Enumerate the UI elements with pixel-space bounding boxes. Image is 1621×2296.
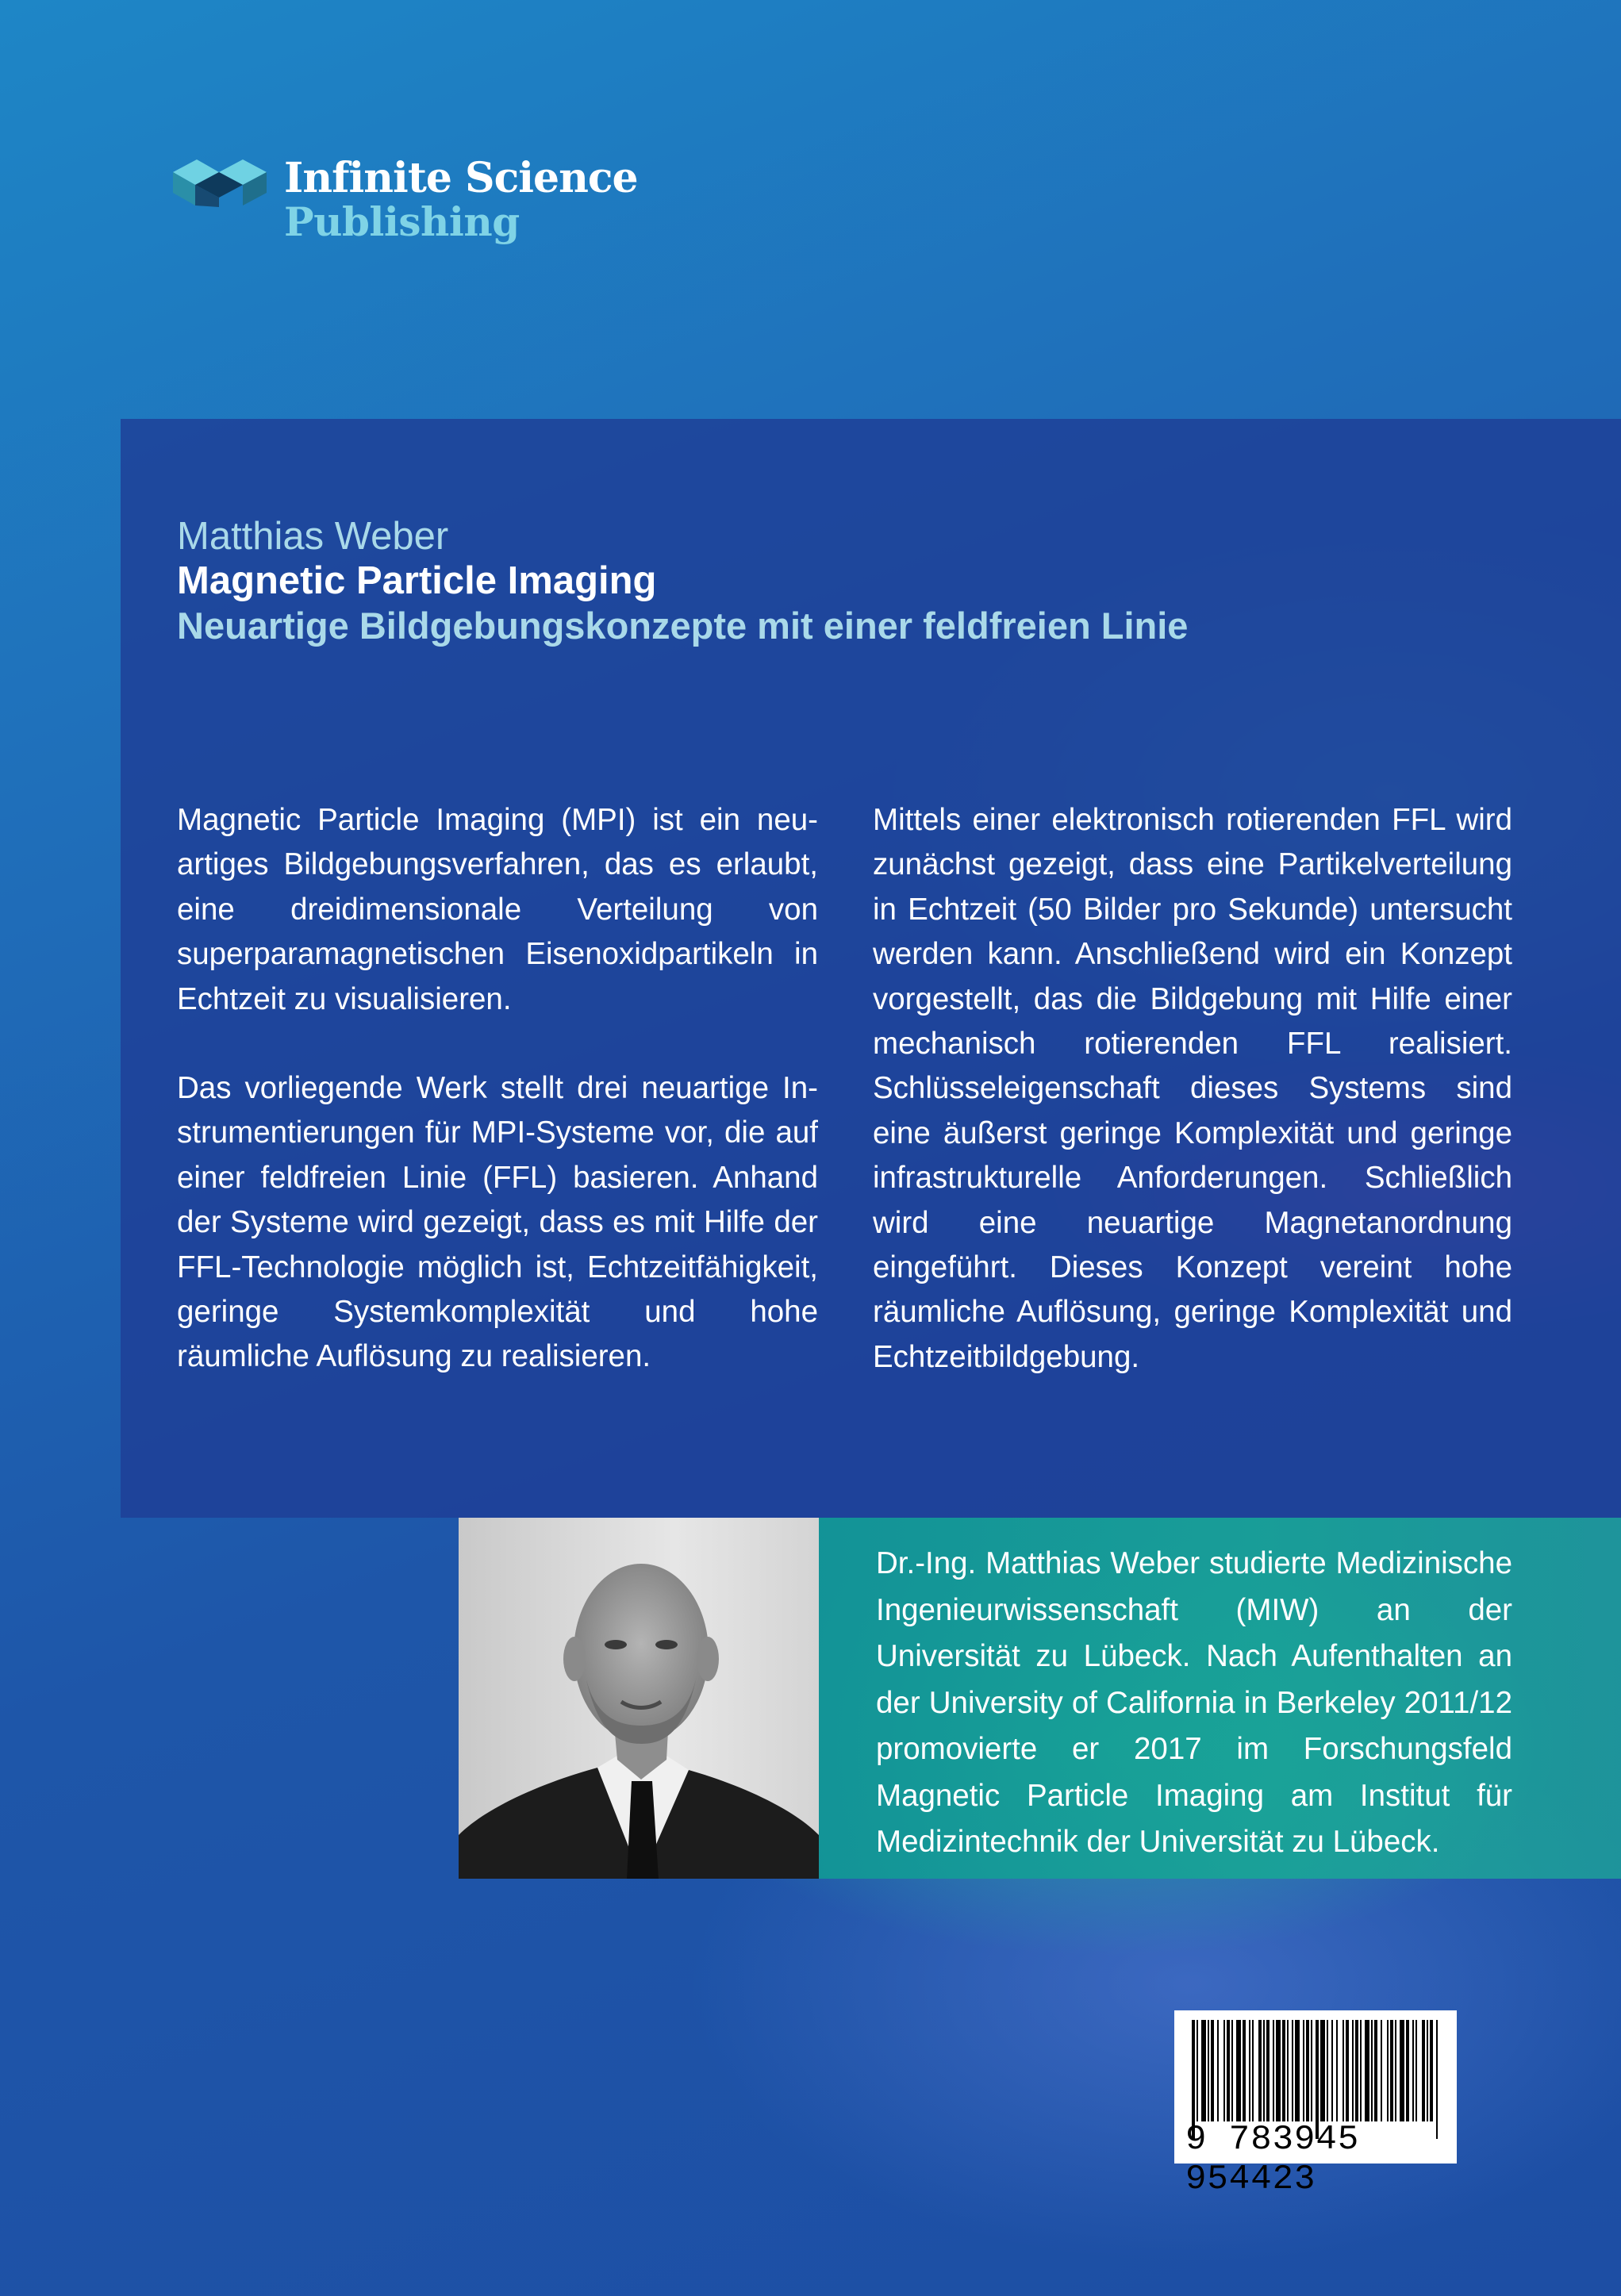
barcode-bar (1276, 2020, 1281, 2121)
blurb-paragraph: Magnetic Particle Imaging (MPI) ist ein neuartiges Bildgebungsverfahren, das es erlaubt, eine dreidimensionale Verteilung von superparamagnetischen Eisenoxidpartikeln in Echtzeit zu visualisieren. (177, 803, 818, 1016)
book-title: Magnetic Particle Imaging (177, 559, 657, 602)
barcode-bar (1208, 2020, 1209, 2121)
infinite-science-logo-icon (173, 155, 267, 209)
barcode-bar (1427, 2020, 1428, 2121)
author-photo (459, 1518, 819, 1879)
isbn-barcode (1174, 2010, 1457, 2199)
blurb-paragraph: Das vorliegende Werk stellt drei neuartige Instrumentierungen für MPI-Systeme vor, die auf einer feldfreien Linie (FFL) basieren. Anhand der Systeme wird gezeigt, dass es mit Hilfe der FFL-Technologie möglich ist, Echtzeitfähigkeit, geringe Systemkomplexität und hohe räumliche Auflösung zu realisieren. (177, 1071, 818, 1374)
barcode-bar (1343, 2020, 1344, 2121)
book-subtitle: Neuartige Bildgebungskonzepte mit einer feldfreien Linie (177, 605, 1189, 647)
barcode-bar (1430, 2020, 1433, 2121)
barcode-bar (1236, 2020, 1241, 2121)
barcode-bar (1282, 2020, 1285, 2121)
book-author: Matthias Weber (177, 515, 449, 558)
barcode-bar (1303, 2020, 1304, 2121)
barcode-bar (1231, 2020, 1233, 2121)
barcode-bar (1406, 2020, 1409, 2121)
barcode-bar (1292, 2020, 1293, 2121)
barcode-bar (1360, 2020, 1362, 2121)
barcode-bar (1320, 2020, 1325, 2121)
barcode-bar (1252, 2020, 1254, 2121)
barcode-bar (1311, 2020, 1312, 2121)
barcode-bar (1331, 2020, 1333, 2121)
publisher-name: Infinite Science (284, 154, 638, 202)
blurb-right-column (873, 798, 1512, 1380)
barcode-bar (1263, 2020, 1265, 2121)
barcode-bar (1422, 2020, 1425, 2121)
barcode-bar (1355, 2020, 1358, 2121)
barcode-bar (1223, 2020, 1225, 2121)
barcode-bar (1227, 2020, 1230, 2121)
barcode-bar (1381, 2020, 1382, 2121)
publisher-name-sub: Publishing (284, 198, 520, 245)
barcode-bar (1412, 2020, 1414, 2121)
barcode-bar (1371, 2020, 1373, 2121)
barcode-bar (1295, 2020, 1300, 2121)
barcode-bar (1211, 2020, 1214, 2121)
barcode-bar (1365, 2020, 1369, 2121)
barcode-bar (1390, 2020, 1393, 2121)
author-bio: Dr.-Ing. Matthias Weber studierte Medizinische Ingenieurwissenschaft (MIW) an der Universität zu Lübeck. Nach Aufenthalten an der University of California in Berkeley 2011/12 promovierte er 2017 im Forschungsfeld Magnetic Particle Imaging am Institut für Medizintechnik der Universität zu Lübeck. (876, 1546, 1512, 1859)
barcode-bar (1374, 2020, 1377, 2121)
barcode-bar (1415, 2020, 1417, 2121)
barcode-bar (1306, 2020, 1309, 2121)
barcode-bar (1273, 2020, 1274, 2121)
barcode-bar (1249, 2020, 1250, 2121)
barcode-bar (1217, 2020, 1219, 2121)
barcode-bar (1327, 2020, 1328, 2121)
barcode-bar (1336, 2020, 1338, 2121)
blurb-left-column (177, 798, 818, 1380)
barcode-bar (1387, 2020, 1389, 2121)
isbn-number: 9 783945 954423 (1185, 2120, 1360, 2199)
barcode-bar (1352, 2020, 1354, 2121)
barcode-bar (1201, 2020, 1206, 2121)
blurb-paragraph: Mittels einer elektronisch rotierenden FFL wird zunächst gezeigt, dass eine Partikelverteilung in Echtzeit (50 Bilder pro Sekunde) untersucht werden kann. Anschließend wird ein Konzept vorgestellt, das die Bildgebung mit Hilfe einer mechanisch rotierenden FFL realisiert. Schlüsseleigenschaft dieses Systems sind eine äußerst geringe Komplexität und geringe infrastrukturelle Anforderungen. Schließlich wird eine neuartige Magnetanordnung eingeführt. Dieses Konzept vereint hohe räumliche Auflösung, geringe Komplexität und Echtzeitbildgebung. (873, 803, 1512, 1374)
barcode-bar (1197, 2020, 1198, 2121)
book-heading (177, 514, 1188, 649)
barcode-bar (1243, 2020, 1246, 2121)
barcode-bar (1395, 2020, 1396, 2121)
barcode-bar (1346, 2020, 1349, 2121)
barcode-bar (1287, 2020, 1289, 2121)
barcode-bar (1266, 2020, 1270, 2121)
publisher-logo (173, 155, 638, 244)
barcode-bar (1400, 2020, 1404, 2121)
barcode-bar (1258, 2020, 1262, 2121)
